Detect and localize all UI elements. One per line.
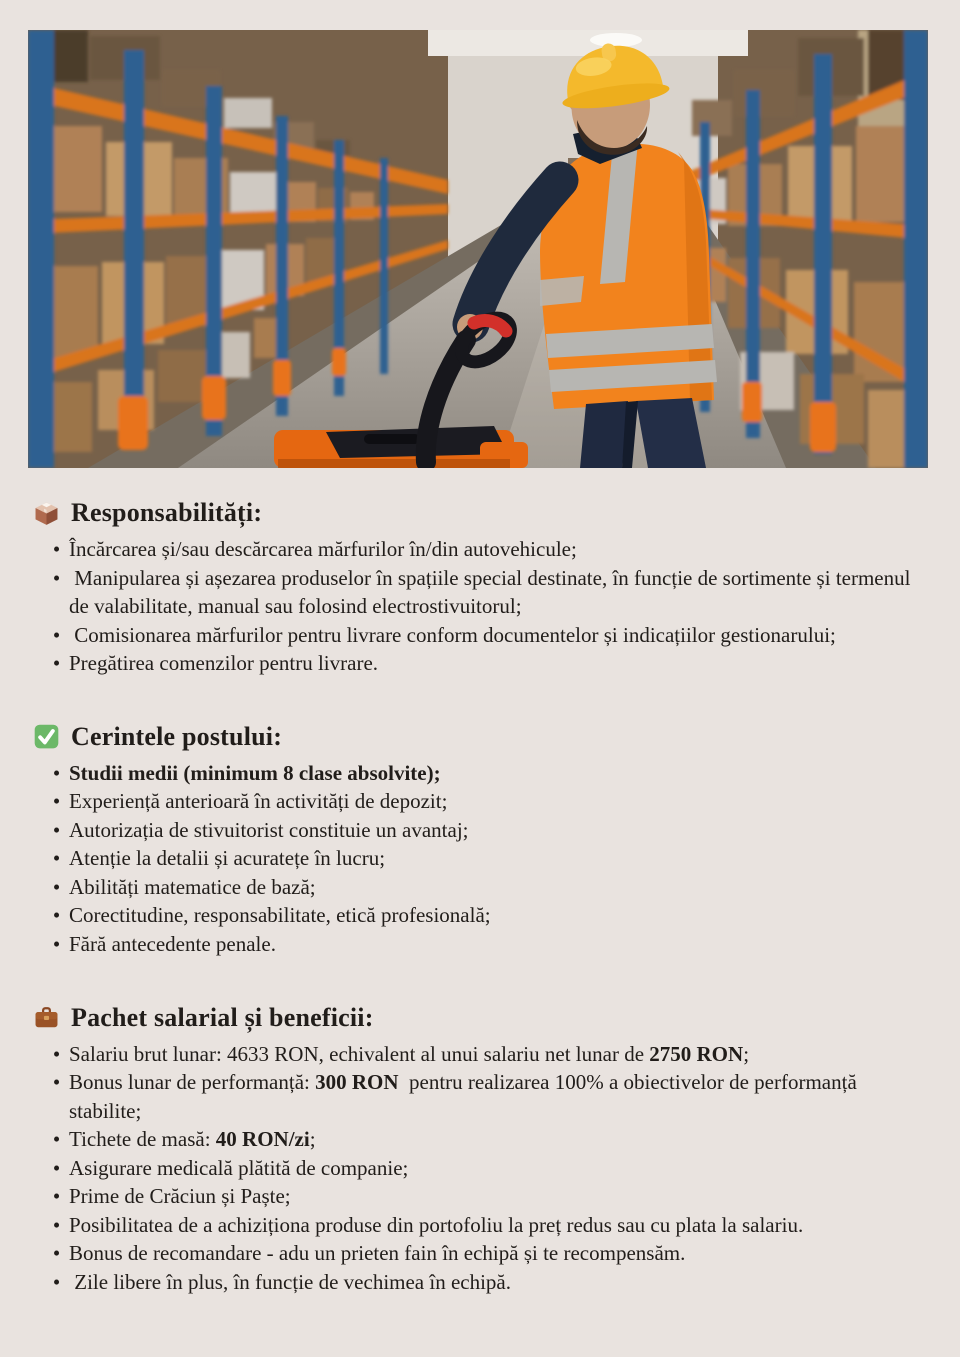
list-item-text: Corectitudine, responsabilitate, etică profesională; <box>69 903 491 928</box>
list-item <box>44 564 929 621</box>
section-heading <box>33 498 929 528</box>
section-title: Cerintele postului: <box>71 721 283 751</box>
list-item-text: Experiență anterioară în activități de depozit; <box>69 789 448 814</box>
post-guard <box>810 402 836 452</box>
warehouse-scene <box>28 30 928 468</box>
list-item <box>44 1040 929 1069</box>
list-item-text: Atenție la detalii și acuratețe în lucru; <box>69 846 386 871</box>
list-item-text: Pregătirea comenzilor pentru livrare. <box>69 651 379 676</box>
bullet-dot: • <box>52 1184 61 1209</box>
bullet-dot: • <box>52 874 61 899</box>
list-item <box>44 816 929 845</box>
section-requirements <box>33 722 929 959</box>
list-item <box>44 844 929 873</box>
list-item <box>44 1125 929 1154</box>
list-item-text: Posibilitatea de a achiziționa produse din portofoliu la preț redus sau cu plata la salariu. <box>69 1212 804 1237</box>
bullet-dot: • <box>52 789 61 814</box>
bullet-list <box>33 1040 929 1297</box>
bullet-dot: • <box>52 1269 61 1294</box>
bullet-dot: • <box>52 1241 61 1266</box>
list-item-text: Manipularea și așezarea produselor în spațiile special destinate, în funcție de sortimente și termenul de valabilitate, manual sau folosind electrostivuitorul; <box>69 565 916 619</box>
package-icon <box>33 500 60 527</box>
list-item <box>44 535 929 564</box>
bullet-dot: • <box>52 651 61 676</box>
bullet-dot: • <box>52 1127 61 1152</box>
bullet-list <box>33 535 929 678</box>
section-title: Pachet salarial și beneficii: <box>71 1002 374 1032</box>
list-item <box>44 873 929 902</box>
list-item <box>44 1211 929 1240</box>
list-item <box>44 901 929 930</box>
section-heading <box>33 1003 929 1033</box>
bullet-dot: • <box>52 1155 61 1180</box>
section-responsibilities <box>33 498 929 678</box>
hero-photo <box>28 30 928 468</box>
list-item <box>44 621 929 650</box>
bullet-dot: • <box>52 1070 61 1095</box>
worker-pants <box>580 401 628 468</box>
bullet-dot: • <box>52 1041 61 1066</box>
list-item-text: Bonus lunar de performanță: 300 RON pentru realizarea 100% a obiectivelor de performanță stabilite; <box>69 1070 863 1123</box>
bullet-dot: • <box>52 817 61 842</box>
list-item-text: Prime de Crăciun și Paște; <box>69 1184 291 1209</box>
section-title: Responsabilități: <box>71 498 263 527</box>
section-heading <box>33 722 929 752</box>
list-item-text: Zile libere în plus, în funcție de vechimea în echipă. <box>69 1269 512 1294</box>
list-item <box>44 787 929 816</box>
list-item <box>44 1154 929 1183</box>
list-item <box>44 1268 929 1297</box>
briefcase-icon <box>33 1004 60 1031</box>
bullet-dot: • <box>52 537 61 561</box>
list-item <box>44 1182 929 1211</box>
list-item-text: Abilități matematice de bază; <box>69 874 316 899</box>
list-item-text: Salariu brut lunar: 4633 RON, echivalent al unui salariu net lunar de 2750 RON; <box>69 1041 750 1066</box>
list-item-text: Comisionarea mărfurilor pentru livrare conform documentelor și indicațiilor gestionarului; <box>69 622 836 647</box>
list-item <box>44 759 929 788</box>
rack-post <box>904 30 928 468</box>
bullet-dot: • <box>52 760 61 785</box>
list-item <box>44 1068 929 1125</box>
list-item-text: Tichete de masă: 40 RON/zi; <box>69 1127 316 1152</box>
list-item <box>44 1239 929 1268</box>
bullet-dot: • <box>52 846 61 871</box>
bullet-dot: • <box>52 932 61 957</box>
list-item-text: Bonus de recomandare - adu un prieten fain în echipă și te recompensăm. <box>69 1241 686 1266</box>
bullet-dot: • <box>52 622 61 647</box>
bullet-dot: • <box>52 565 61 590</box>
bullet-dot: • <box>52 1212 61 1237</box>
list-item-text: Asigurare medicală plătită de companie; <box>69 1155 409 1180</box>
ceiling-light <box>590 33 642 47</box>
list-item <box>44 930 929 959</box>
rack-post <box>28 30 54 468</box>
list-item-text: Studii medii (minimum 8 clase absolvite); <box>69 760 441 785</box>
list-item-text: Fără antecedente penale. <box>69 932 276 957</box>
check-icon <box>33 723 60 750</box>
list-item-text: Autorizația de stivuitorist constituie un avantaj; <box>69 817 469 842</box>
list-item-text: Încărcarea și/sau descărcarea mărfurilor în/din autovehicule; <box>69 537 577 561</box>
job-sections <box>33 468 929 1296</box>
section-benefits <box>33 1003 929 1297</box>
list-item <box>44 649 929 678</box>
bullet-list <box>33 759 929 959</box>
post-guard <box>118 396 148 450</box>
bullet-dot: • <box>52 903 61 928</box>
